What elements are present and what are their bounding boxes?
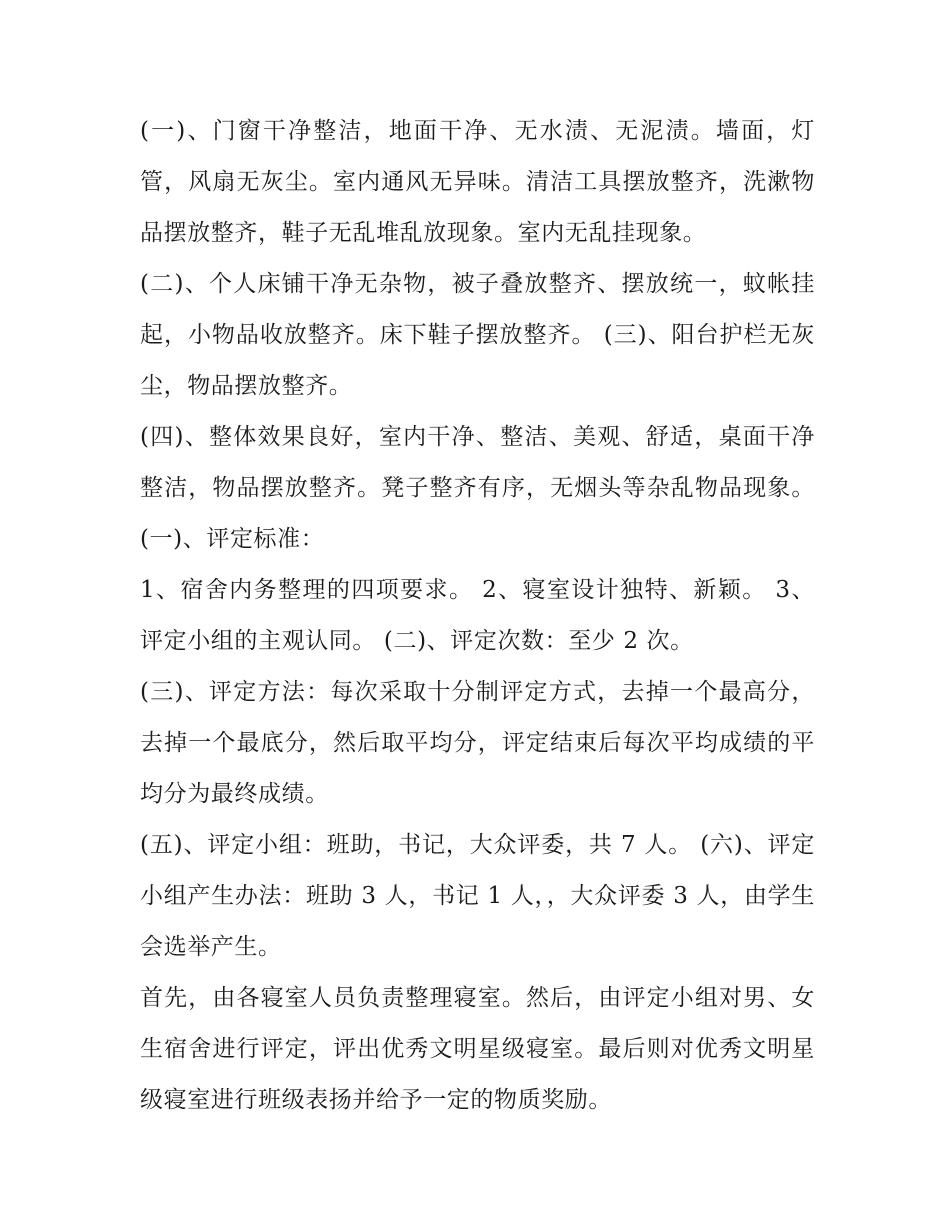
paragraph-panel: (五)、评定小组：班助，书记，大众评委，共 7 人。 (六)、评定小组产生办法：班助 3 人，书记 1 人，，大众评委 3 人，由学生会选举产生。 <box>140 832 815 960</box>
paragraph-method: (三)、评定方法：每次采取十分制评定方式，去掉一个最高分，去掉一个最底分，然后取平均分，评定结束后每次平均成绩的平均分为最终成绩。 <box>140 679 815 807</box>
paragraph-procedure: 首先，由各寝室人员负责整理寝室。然后，由评定小组对男、女生宿舍进行评定，评出优秀文明星级寝室。最后则对优秀文明星级寝室进行班级表扬并给予一定的物质奖励。 <box>140 985 815 1113</box>
paragraph-cleanliness: (一)、门窗干净整洁，地面干净、无水渍、无泥渍。墙面，灯管，风扇无灰尘。室内通风无异味。清洁工具摆放整齐，洗漱物品摆放整齐，鞋子无乱堆乱放现象。室内无乱挂现象。 <box>140 118 815 246</box>
document-body <box>140 106 815 1126</box>
paragraph-bedding-balcony: (二)、个人床铺干净无杂物，被子叠放整齐、摆放统一，蚊帐挂起，小物品收放整齐。床下鞋子摆放整齐。 (三)、阳台护栏无灰尘，物品摆放整齐。 <box>140 271 815 399</box>
paragraph-overall-criteria: (四)、整体效果良好，室内干净、整洁、美观、舒适，桌面干净整洁，物品摆放整齐。凳子整齐有序，无烟头等杂乱物品现象。 (一)、评定标准： <box>140 424 815 552</box>
paragraph-standards-count: 1、宿舍内务整理的四项要求。 2、寝室设计独特、新颖。 3、评定小组的主观认同。 (二)、评定次数：至少 2 次。 <box>140 577 815 654</box>
